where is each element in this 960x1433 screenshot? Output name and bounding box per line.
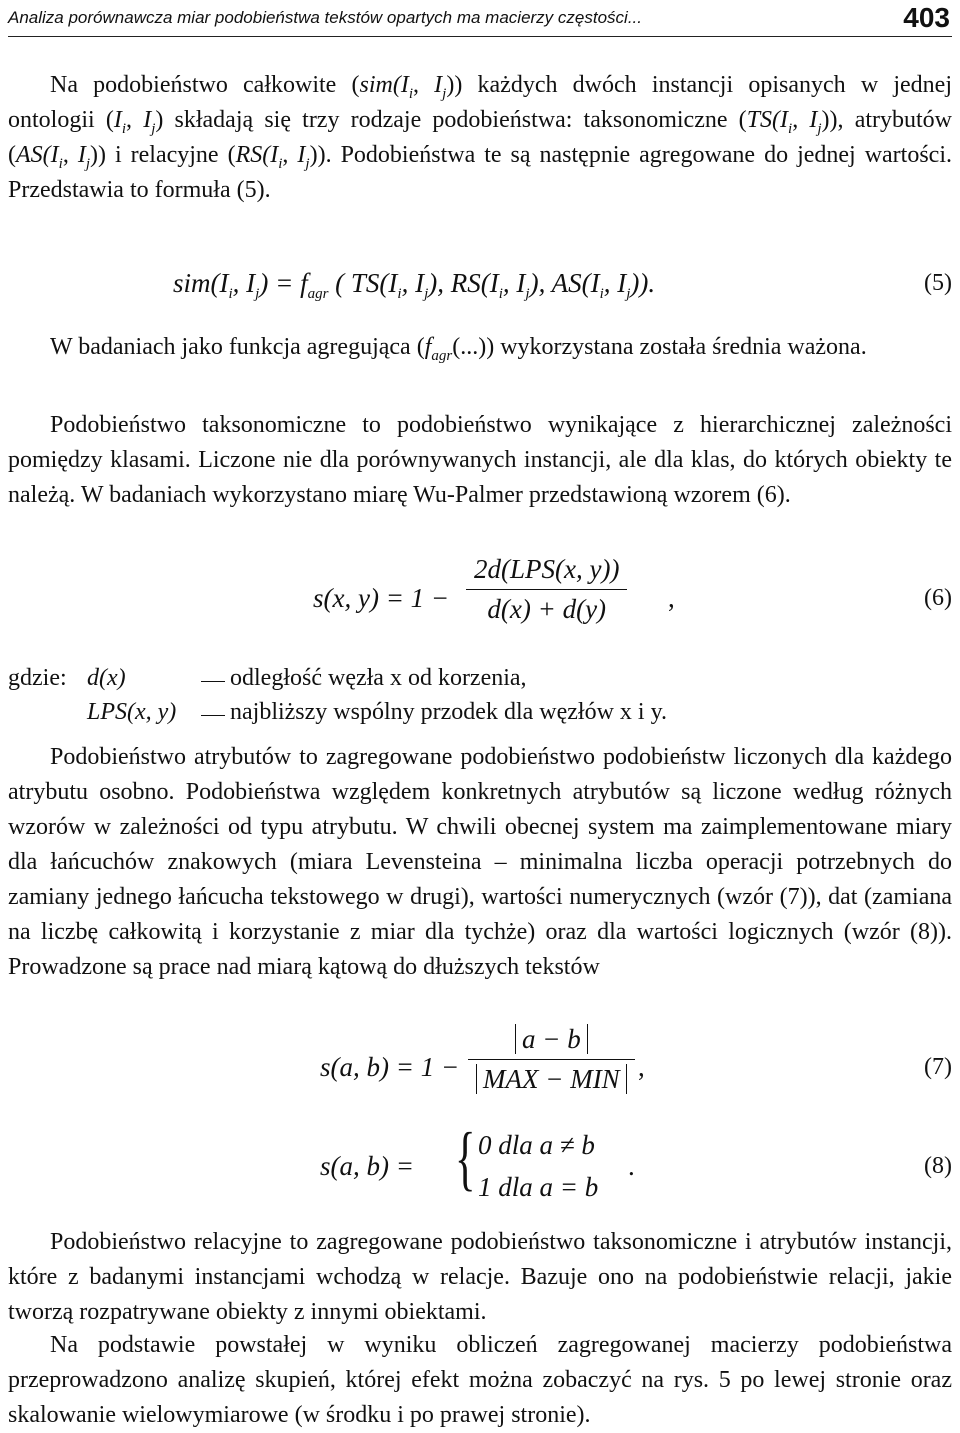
equation-7-fraction: [468, 1024, 635, 1095]
paragraph-aggregation: W badaniach jako funkcja agregująca $(f_{agr}(...))$ wykorzystana została średnia ważona.: [50, 334, 867, 364]
equation-5-number: (5): [924, 270, 952, 296]
equation-8-number: (8): [924, 1153, 952, 1179]
equation-6-number: (6): [924, 585, 952, 611]
equation-6-fraction: [466, 554, 627, 625]
equation-6-lhs: s(x, y) = 1 −: [313, 583, 450, 613]
equation-6-tail: ,: [668, 583, 675, 613]
equation-8-case-2: 1 dla a = b: [478, 1172, 599, 1202]
equation-6-numerator: 2d(LPS(x, y)): [474, 554, 620, 584]
paragraph-similarity-components: Na podobieństwo całkowite ($sim(I_i$, $I_j$)) każdych dwóch instancji opisanych w jednej ontologii ($I_i$, $I_j$) składają się trzy rodzaje podobieństwa: taksonomiczne ($TS(I_i$, $I_j$)), atrybutów ($AS(I_i$, $I_j$)) i relacyjne ($RS(I_i$, $I_j$)). Podobieństwa te są następnie agregowane do jednej wartości. Przedstawia to formuła (5).: [8, 72, 953, 203]
equation-7-tail: ,: [638, 1052, 645, 1082]
page-number: 403: [903, 2, 950, 33]
definitions-list: [8, 665, 952, 745]
equation-6: [8, 548, 952, 648]
equation-8: [8, 1118, 952, 1208]
paragraph-clustering: Na podstawie powstałej w wyniku obliczeń zagregowanej macierzy podobieństwa przeprowadzono analizę skupień, której efekt można zobaczyć na rys. 5 po lewej stronie oraz skalowanie wielowymiarowe (w środku i po prawej stronie).: [8, 1332, 952, 1428]
equation-5-body: $sim(I_i$, $I_j) = f_{agr}$ ( $TS(I_i$, $I_j$), $RS(I_i$, $I_j$), $AS(I_i$, $I_j$)).: [173, 268, 656, 302]
equation-7-numerator: a − b: [515, 1024, 588, 1054]
definitions-prefix: gdzie:: [8, 665, 67, 691]
equation-7-lhs: s(a, b) = 1 −: [320, 1052, 460, 1082]
equation-5: [8, 268, 952, 308]
equation-8-lhs: s(a, b) =: [320, 1151, 414, 1181]
running-header: [8, 2, 952, 37]
header-title: Analiza porównawcza miar podobieństwa tekstów opartych ma macierzy częstości...: [8, 8, 642, 27]
equation-8-case-1: 0 dla a ≠ b: [478, 1130, 595, 1160]
equation-7-denominator: MAX − MIN: [476, 1064, 627, 1094]
equation-8-tail: .: [628, 1151, 635, 1181]
definition-dash: [201, 681, 225, 682]
equation-8-brace: {: [454, 1118, 476, 1198]
paragraph-relational: Podobieństwo relacyjne to zagregowane podobieństwo taksonomiczne i atrybutów instancji, które z badanymi instancjami wchodzą w relacje. Bazuje ono na podobieństwie relacji, jakie tworzą rozpatrywane obiekty z innymi obiektami.: [8, 1229, 952, 1325]
paragraph-attributes: Podobieństwo atrybutów to zagregowane podobieństwo podobieństw liczonych dla każdego atrybutu osobno. Podobieństwa względem konkretnych atrybutów są liczone według różnych wzorów w zależności od typu atrybutu. W chwili obecnej system ma zaimplementowane miary dla łańcuchów znakowych (miara Levensteina – minimalna liczba operacji potrzebnych do zamiany jednego łańcucha tekstowego w drugi), wartości numerycznych (wzór (7)), dat (zamiana na liczbę całkowitą i korzystanie z miar dla tychże) oraz dla wartości logicznych (wzór (8)). Prowadzone są prace nad miarą kątową do dłuższych tekstów: [8, 744, 952, 980]
equation-7-number: (7): [924, 1054, 952, 1080]
definition-dash: [201, 715, 225, 716]
definition-symbol-d: d(x): [87, 665, 126, 691]
equation-6-denominator: d(x) + d(y): [466, 589, 627, 625]
paragraph-taxonomic: Podobieństwo taksonomiczne to podobieństwo wynikające z hierarchicznej zależności pomiędzy klasami. Liczone nie dla porównywanych instancji, ale dla klas, do których obiekty te należą. W badaniach wykorzystano miarę Wu-Palmer przedstawioną wzorem (6).: [8, 412, 952, 508]
definition-text-d: odległość węzła x od korzenia,: [230, 665, 527, 691]
definition-text-lps: najbliższy wspólny przodek dla węzłów x i y.: [230, 699, 668, 725]
equation-7: [8, 1022, 952, 1112]
definition-symbol-lps: LPS(x, y): [87, 699, 177, 725]
